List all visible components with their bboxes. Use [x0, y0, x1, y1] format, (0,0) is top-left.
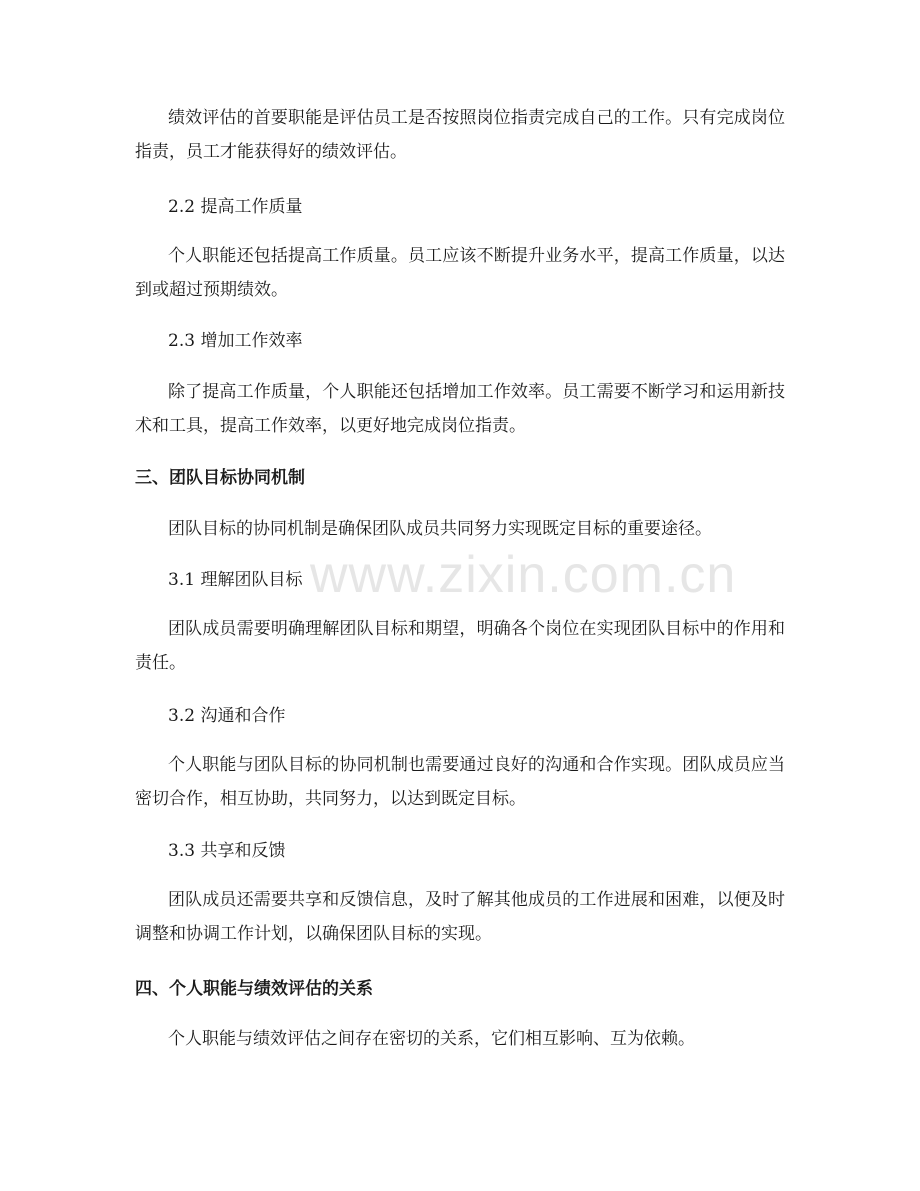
subsection-title: 3.2 沟通和合作 — [168, 706, 286, 726]
paragraph-body: 绩效评估的首要职能是评估员工是否按照岗位指责完成自己的工作。只有完成岗位指责，员工才能获得好的绩效评估。 — [135, 108, 785, 162]
subsection-title: 3.1 理解团队目标 — [168, 570, 303, 590]
subsection-title: 2.2 提高工作质量 — [168, 197, 303, 217]
subsection-title: 3.3 共享和反馈 — [168, 841, 286, 861]
subsection-title: 2.3 增加工作效率 — [168, 331, 303, 351]
section-heading: 三、团队目标协同机制 — [135, 468, 305, 488]
section-heading: 四、个人职能与绩效评估的关系 — [135, 979, 373, 999]
paragraph-body: 个人职能与团队目标的协同机制也需要通过良好的沟通和合作实现。团队成员应当密切合作，相互协助，共同努力，以达到既定目标。 — [135, 755, 785, 809]
paragraph-body: 团队成员还需要共享和反馈信息，及时了解其他成员的工作进展和困难，以便及时调整和协调工作计划，以确保团队目标的实现。 — [135, 890, 785, 944]
watermark: www.zixin.com.cn — [310, 546, 737, 604]
paragraph-body: 个人职能还包括提高工作质量。员工应该不断提升业务水平，提高工作质量，以达到或超过预期绩效。 — [135, 246, 785, 300]
paragraph-body: 除了提高工作质量，个人职能还包括增加工作效率。员工需要不断学习和运用新技术和工具，提高工作效率，以更好地完成岗位指责。 — [135, 382, 785, 436]
paragraph-body: 团队成员需要明确理解团队目标和期望，明确各个岗位在实现团队目标中的作用和责任。 — [135, 619, 785, 673]
paragraph-body: 团队目标的协同机制是确保团队成员共同努力实现既定目标的重要途径。 — [168, 519, 712, 539]
paragraph-body: 个人职能与绩效评估之间存在密切的关系，它们相互影响、互为依赖。 — [168, 1029, 695, 1049]
